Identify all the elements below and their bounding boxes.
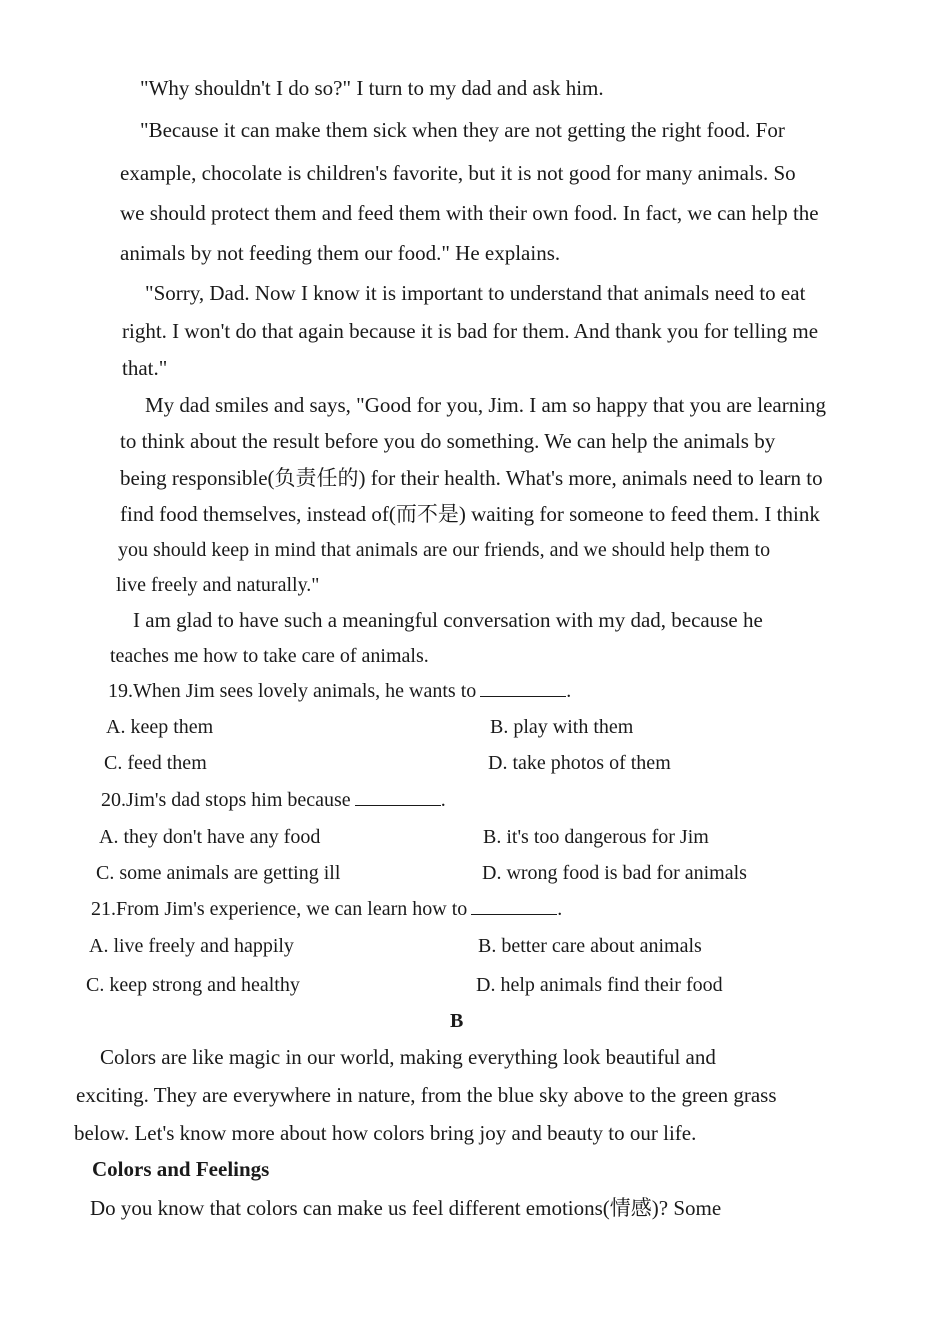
option-19-a: A. keep them <box>106 716 214 738</box>
paragraph-line: Do you know that colors can make us feel different emotions(情感)? Some <box>90 1196 722 1220</box>
option-21-b: B. better care about animals <box>478 935 702 957</box>
option-20-c: C. some animals are getting ill <box>96 862 341 884</box>
paragraph-line: "Sorry, Dad. Now I know it is important to understand that animals need to eat <box>145 281 806 305</box>
paragraph-line: Colors are like magic in our world, making everything look beautiful and <box>100 1045 716 1069</box>
option-21-d: D. help animals find their food <box>476 974 723 996</box>
option-20-b: B. it's too dangerous for Jim <box>483 826 709 848</box>
paragraph-line: exciting. They are everywhere in nature, from the blue sky above to the green grass <box>76 1083 777 1107</box>
option-21-a: A. live freely and happily <box>89 935 294 957</box>
question-stem: 19.When Jim sees lovely animals, he wants to . <box>108 680 572 702</box>
question-19-text: 19.When Jim sees lovely animals, he wants to <box>108 680 477 702</box>
section-heading: Colors and Feelings <box>92 1157 270 1181</box>
paragraph-line: animals by not feeding them our food." He explains. <box>120 241 561 265</box>
question-stem: 20.Jim's dad stops him because . <box>101 789 446 811</box>
paragraph-line: to think about the result before you do something. We can help the animals by <box>120 429 776 453</box>
paragraph-line: "Because it can make them sick when they are not getting the right food. For <box>140 118 785 142</box>
paragraph-line: example, chocolate is children's favorite, but it is not good for many animals. So <box>120 161 796 185</box>
option-20-d: D. wrong food is bad for animals <box>482 862 747 884</box>
question-stem: 21.From Jim's experience, we can learn how to . <box>91 898 563 920</box>
question-20-text: 20.Jim's dad stops him because <box>101 789 351 811</box>
question-21-text: 21.From Jim's experience, we can learn how to <box>91 898 468 920</box>
paragraph-line: find food themselves, instead of(而不是) waiting for someone to feed them. I think <box>120 502 820 526</box>
option-19-b: B. play with them <box>490 716 634 738</box>
option-19-d: D. take photos of them <box>488 752 671 774</box>
paragraph-line: below. Let's know more about how colors bring joy and beauty to our life. <box>74 1121 697 1145</box>
paragraph-line: "Why shouldn't I do so?" I turn to my dad and ask him. <box>140 76 604 100</box>
answer-blank <box>480 678 566 697</box>
paragraph-line: I am glad to have such a meaningful conversation with my dad, because he <box>133 608 763 632</box>
paragraph-line: My dad smiles and says, "Good for you, Jim. I am so happy that you are learning <box>145 393 827 417</box>
option-19-c: C. feed them <box>104 752 207 774</box>
option-21-c: C. keep strong and healthy <box>86 974 300 996</box>
paragraph-line: live freely and naturally." <box>116 574 320 596</box>
paragraph-line: right. I won't do that again because it is bad for them. And thank you for telling me <box>122 319 819 343</box>
paragraph-line: being responsible(负责任的) for their health. What's more, animals need to learn to <box>120 466 823 490</box>
answer-blank <box>471 896 557 915</box>
answer-blank <box>355 787 441 806</box>
paragraph-line: we should protect them and feed them with their own food. In fact, we can help the <box>120 201 819 225</box>
option-20-a: A. they don't have any food <box>99 826 321 848</box>
paragraph-line: that." <box>122 356 168 380</box>
section-label: B <box>450 1010 464 1032</box>
paragraph-line: teaches me how to take care of animals. <box>110 645 429 667</box>
paragraph-line: you should keep in mind that animals are our friends, and we should help them to <box>118 539 771 561</box>
